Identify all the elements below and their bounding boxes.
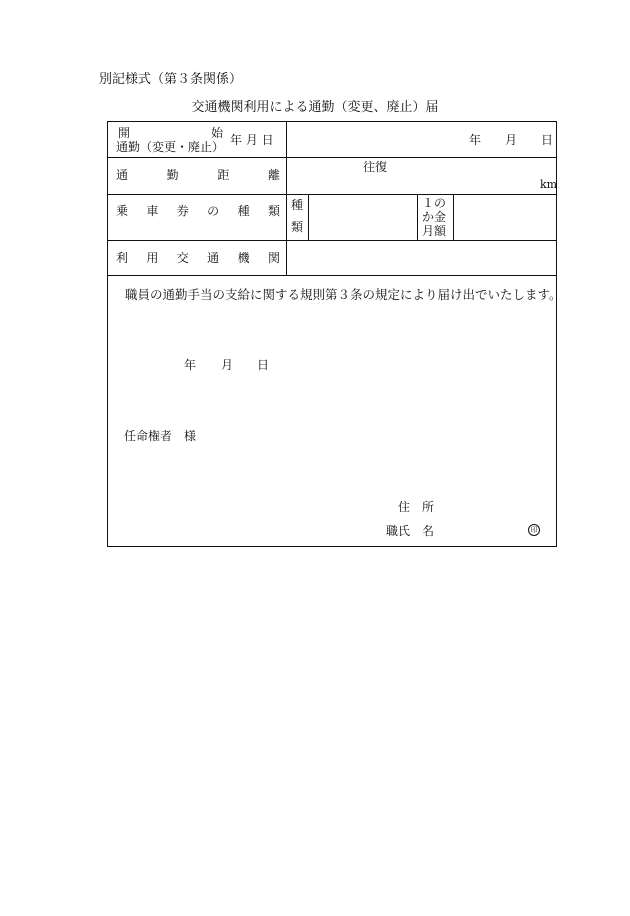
row-divider: [108, 194, 556, 195]
declaration-day[interactable]: 日: [257, 358, 270, 372]
start-label-left: 開: [118, 126, 131, 140]
row-divider: [108, 157, 556, 158]
kind-label-top: 種: [291, 198, 304, 212]
address-label: 住 所: [398, 500, 435, 514]
column-divider: [308, 194, 309, 240]
start-month-field[interactable]: 月: [505, 133, 518, 147]
column-divider: [286, 122, 287, 275]
form-label: 別記様式（第３条関係）: [99, 72, 243, 87]
declaration-year[interactable]: 年: [184, 358, 197, 372]
distance-label: 通 勤 距 離: [116, 168, 280, 182]
name-label: 職氏 名: [386, 524, 435, 538]
form-title: 交通機関利用による通勤（変更、廃止）届: [191, 100, 439, 115]
transport-field[interactable]: [291, 246, 551, 272]
ticket-type-label: 乗 車 券 の 種 類: [116, 204, 280, 218]
start-label-right: 始: [211, 126, 224, 140]
km-unit-label: km: [540, 178, 558, 191]
seal-mark: 印: [528, 524, 540, 536]
monthly-amount-label: １の か金 月額: [422, 196, 447, 238]
declaration-month[interactable]: 月: [221, 358, 234, 372]
notification-form: [107, 121, 562, 547]
commute-change-label: 通勤（変更・廃止）: [116, 140, 225, 154]
column-divider: [417, 194, 418, 240]
kind-label-bottom: 類: [291, 220, 304, 234]
start-year-field[interactable]: 年: [469, 133, 482, 147]
declaration-statement: 職員の通勤手当の支給に関する規則第３条の規定により届け出でいたします。: [125, 287, 562, 302]
monthly-amount-field[interactable]: [458, 202, 553, 232]
ticket-kind-field[interactable]: [313, 202, 413, 232]
start-day-field[interactable]: 日: [541, 133, 554, 147]
column-divider: [453, 194, 454, 240]
row-divider: [108, 240, 556, 241]
date-suffix-label: 年 月 日: [230, 133, 274, 147]
round-trip-label: 往復: [363, 160, 388, 174]
transport-label: 利 用 交 通 機 関: [116, 251, 280, 265]
addressee: 任命権者 様: [124, 429, 197, 443]
row-divider: [108, 275, 556, 276]
